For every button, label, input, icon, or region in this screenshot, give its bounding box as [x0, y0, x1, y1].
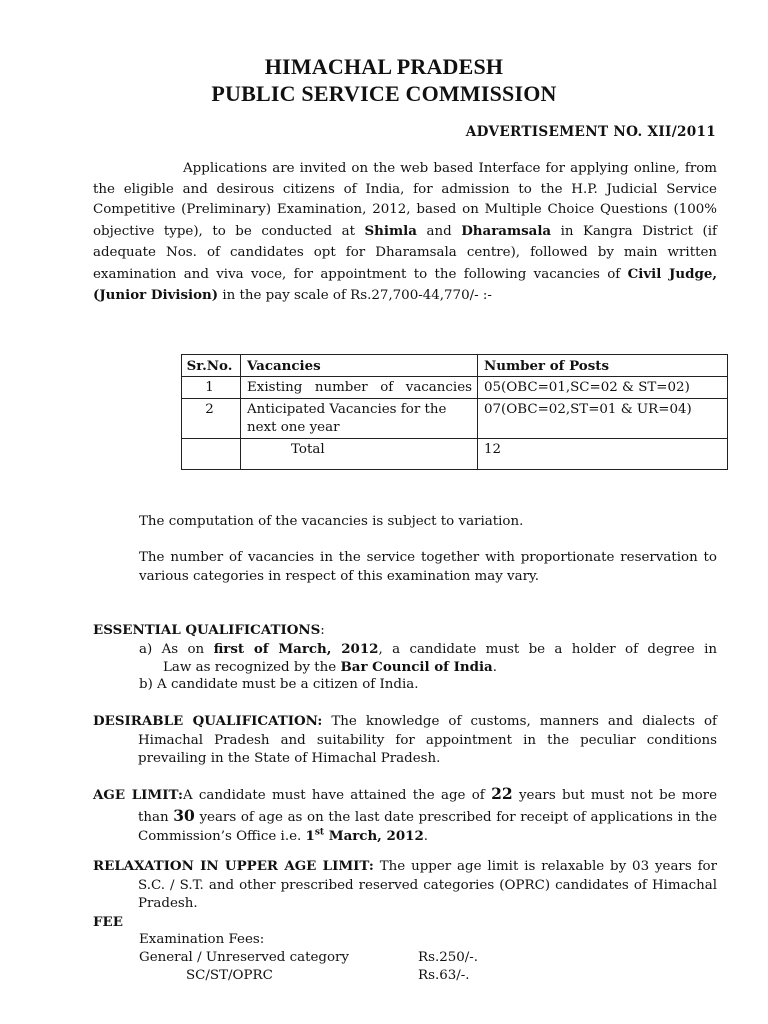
fee-general-label: General / Unreserved category [139, 950, 350, 965]
desirable-paragraph: DESIRABLE QUALIFICATION: The knowledge of customs, manners and dialects of Himachal Pradesh and suitability for appointment in the peculiar conditions prevailing in the State of Himachal Pradesh. [93, 713, 717, 766]
bar-council: Bar Council of India [340, 659, 493, 675]
table-cell-sr: 2 [182, 399, 241, 439]
note-reservation: The number of vacancies in the service together with proportionate reservation to various categories in respect of this examination may vary. [139, 550, 717, 584]
table-header-row [182, 355, 728, 377]
commission-title-line1: HIMACHAL PRADESH [264, 54, 504, 79]
fee-general-value: Rs.250/-. [418, 950, 479, 965]
table-row [182, 399, 728, 439]
vacancy-table [181, 354, 728, 470]
fee-subheading: Examination Fees: [139, 932, 265, 947]
venue-shimla: Shimla [364, 223, 417, 240]
fee-sc-value: Rs.63/-. [418, 968, 470, 983]
table-cell-sr [182, 439, 241, 470]
max-age: 30 [173, 805, 195, 825]
relaxation-paragraph: RELAXATION IN UPPER AGE LIMIT: The upper age limit is relaxable by 03 years for S.C. / S.T. and other prescribed reserved categories (OPRC) candidates of Himachal Pradesh. [93, 858, 717, 911]
intro-paragraph: Applications are invited on the web based Interface for applying online, from the eligible and desirous citizens of India, for admission to the H.P. Judicial Service Competitive (Preliminary) Examination, 2012, based on Multiple Choice Questions (100% objective type), to be conducted at Shimla and Dharamsala in Kangra District (if adequate Nos. of candidates opt for Dharamsala centre), followed by main written examination and viva voce, for appointment to the following vacancies of Civil Judge, (Junior Division) in the pay scale of Rs.27,700-44,770/- :- [93, 161, 718, 304]
table-header-cell: Vacancies [241, 355, 478, 377]
essential-item-a-cont: Law as recognized by the Bar Council of India. [163, 659, 497, 675]
note-variation: The computation of the vacancies is subject to variation. [139, 514, 524, 529]
essential-item-b: b) A candidate must be a citizen of India. [139, 677, 419, 692]
essential-item-a: a) As on first of March, 2012, a candidate must be a holder of degree in [139, 641, 717, 657]
venue-dharamsala: Dharamsala [461, 223, 552, 240]
fee-sc-label: SC/ST/OPRC [186, 968, 273, 983]
table-cell-vacancy: Anticipated Vacancies for the next one year [241, 399, 478, 439]
desirable-heading: DESIRABLE QUALIFICATION: [93, 713, 323, 729]
table-row-total [182, 439, 728, 470]
table-cell-total-value: 12 [478, 439, 728, 470]
table-header-cell: Sr.No. [182, 355, 241, 377]
age-limit-paragraph: AGE LIMIT:A candidate must have attained the age of 22 years but must not be more than 30 years of age as on the last date prescribed for receipt of applications in the Commission’s Office i.e. 1st March, 2012. [93, 784, 718, 845]
table-cell-total-label: Total [241, 439, 478, 470]
table-cell-posts: 05(OBC=01,SC=02 & ST=02) [478, 377, 728, 399]
table-row [182, 377, 728, 399]
min-age: 22 [491, 784, 513, 803]
table-cell-vacancy: Existing number of vacancies [241, 377, 478, 399]
last-date: 1st March, 2012 [305, 827, 424, 845]
table-header-cell: Number of Posts [478, 355, 728, 377]
table-cell-sr: 1 [182, 377, 241, 399]
essential-heading: ESSENTIAL QUALIFICATIONS: [93, 622, 325, 638]
table-cell-posts: 07(OBC=02,ST=01 & UR=04) [478, 399, 728, 439]
post-name: Civil Judge, (Junior Division) [93, 265, 718, 304]
relaxation-heading: RELAXATION IN UPPER AGE LIMIT: [93, 858, 374, 874]
age-limit-heading: AGE LIMIT: [93, 787, 183, 803]
fee-heading: FEE [93, 914, 123, 930]
advertisement-number: ADVERTISEMENT NO. XII/2011 [465, 124, 716, 140]
commission-title-line2: PUBLIC SERVICE COMMISSION [211, 81, 557, 106]
